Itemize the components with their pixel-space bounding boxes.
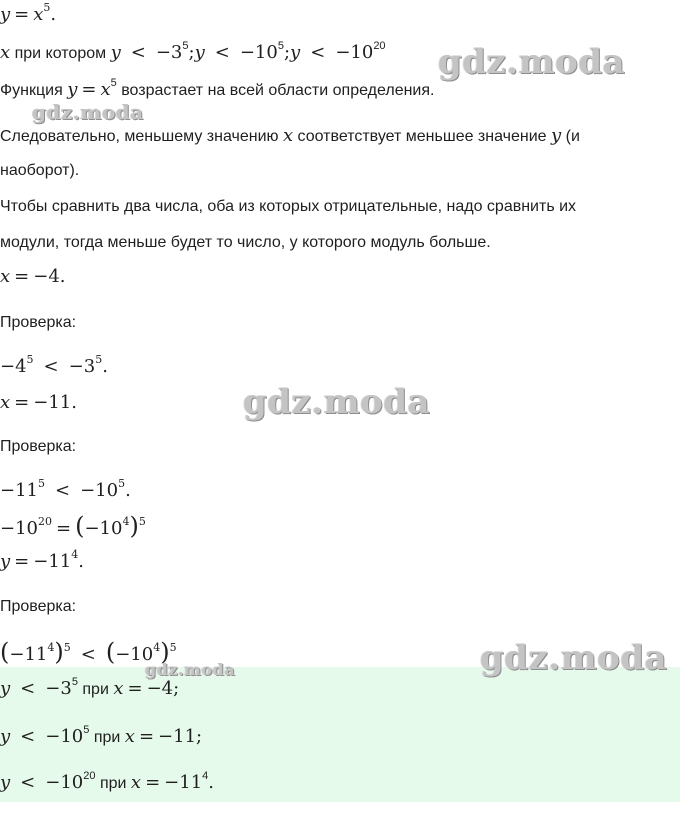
watermark-logo: gdz.moda <box>438 42 626 82</box>
case3-check: $(-11^4)^5 < (-10^4)^5$ <box>0 638 177 666</box>
watermark-logo: gdz.moda <box>243 382 431 422</box>
watermark-logo: gdz.moda <box>480 638 668 678</box>
case3-identity: $-10^{20} = (-10^4)^5$ <box>0 512 146 540</box>
consequence-line-2: наоборот). <box>0 162 80 179</box>
condition-line: x при котором $y < -3^5;y$ < $-10^5;y < -10^{20}$ <box>0 40 386 63</box>
case2-x-value: x = −11. <box>0 392 77 413</box>
equation-y-equals-x5: $y = x^5$. <box>0 1 57 25</box>
case1-x-value: x = −4. <box>0 266 66 287</box>
case2-check: $-11^5 < -10^5$. <box>0 477 131 501</box>
consequence-line-1: Следовательно, меньшему значению x соответствует меньшее значение y (и <box>0 125 580 146</box>
case2-check-label: Проверка: <box>0 438 77 455</box>
case1-check-label: Проверка: <box>0 314 77 331</box>
compare-rule-line-2: модули, тогда меньше будет то число, у которого модуль больше. <box>0 234 491 251</box>
compare-rule-line-1: Чтобы сравнить два числа, оба из которых отрицательные, надо сравнить их <box>0 198 577 215</box>
answer-row-2: $y < -10^5$ при x = −11; <box>0 724 203 747</box>
answer-row-3: $y < -10^{20}$ при $x = -11^4$. <box>0 770 215 793</box>
answer-row-1: $y < -3^5$ при x = −4; <box>0 676 180 699</box>
watermark-logo: gdz.moda <box>32 100 144 124</box>
case1-check: $-4^5 < -3^5$. <box>0 353 108 377</box>
case3-check-label: Проверка: <box>0 598 77 615</box>
case3-y-value: $y = -11^4$. <box>0 548 84 572</box>
watermark-logo: gdz.moda <box>145 660 236 679</box>
function-statement: Функция $y = x^5$ возрастает на всей области определения. <box>0 77 435 100</box>
